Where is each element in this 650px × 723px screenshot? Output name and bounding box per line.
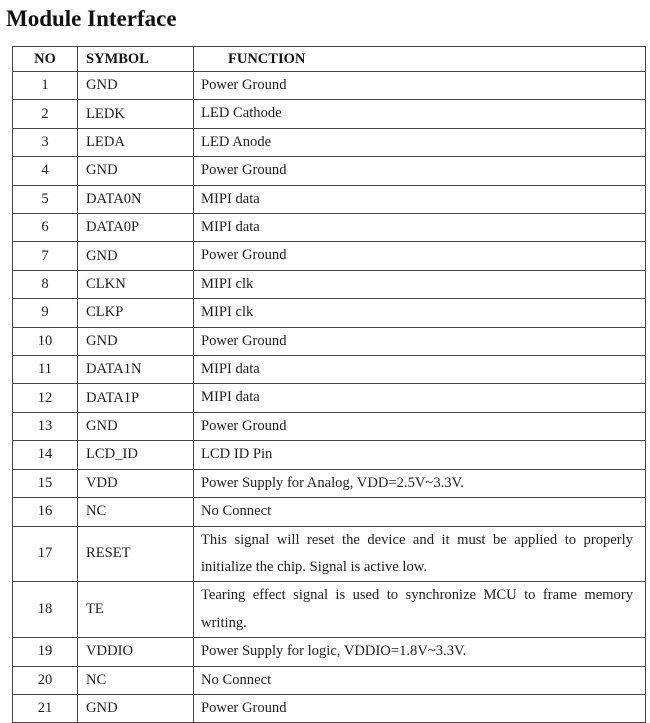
col-header-symbol: SYMBOL bbox=[78, 47, 194, 72]
cell-no: 19 bbox=[13, 638, 78, 666]
cell-function: This signal will reset the device and it must be applied to properly initialize the chip. Signal is active low. bbox=[194, 526, 646, 582]
table-row bbox=[13, 72, 646, 100]
cell-symbol: GND bbox=[78, 327, 194, 355]
cell-symbol: NC bbox=[78, 666, 194, 694]
cell-no: 10 bbox=[13, 327, 78, 355]
cell-no: 14 bbox=[13, 441, 78, 469]
cell-function: Power Ground bbox=[194, 72, 646, 100]
cell-symbol: TE bbox=[78, 582, 194, 638]
cell-function: Power Ground bbox=[194, 694, 646, 722]
cell-function: Power Ground bbox=[194, 327, 646, 355]
header-row bbox=[13, 47, 646, 72]
cell-symbol: GND bbox=[78, 694, 194, 722]
cell-symbol: VDD bbox=[78, 469, 194, 497]
cell-no: 16 bbox=[13, 498, 78, 526]
cell-symbol: LEDA bbox=[78, 128, 194, 156]
module-interface-table bbox=[12, 46, 646, 723]
cell-symbol: NC bbox=[78, 498, 194, 526]
cell-no: 15 bbox=[13, 469, 78, 497]
cell-no: 6 bbox=[13, 214, 78, 242]
table-row bbox=[13, 666, 646, 694]
table-row bbox=[13, 412, 646, 440]
cell-function: MIPI clk bbox=[194, 270, 646, 298]
cell-symbol: DATA0N bbox=[78, 185, 194, 213]
cell-no: 9 bbox=[13, 299, 78, 327]
table-row bbox=[13, 441, 646, 469]
cell-no: 3 bbox=[13, 128, 78, 156]
cell-no: 21 bbox=[13, 694, 78, 722]
table-row bbox=[13, 128, 646, 156]
cell-function: MIPI data bbox=[194, 214, 646, 242]
cell-symbol: GND bbox=[78, 242, 194, 270]
table-row bbox=[13, 157, 646, 185]
cell-symbol: GND bbox=[78, 72, 194, 100]
cell-no: 2 bbox=[13, 100, 78, 128]
col-header-function: FUNCTION bbox=[194, 47, 646, 72]
cell-symbol: DATA0P bbox=[78, 214, 194, 242]
cell-function: Power Supply for Analog, VDD=2.5V~3.3V. bbox=[194, 469, 646, 497]
cell-no: 5 bbox=[13, 185, 78, 213]
cell-function: LED Anode bbox=[194, 128, 646, 156]
table-row bbox=[13, 327, 646, 355]
cell-function: MIPI data bbox=[194, 356, 646, 384]
cell-function: No Connect bbox=[194, 498, 646, 526]
cell-function: No Connect bbox=[194, 666, 646, 694]
table-body bbox=[13, 72, 646, 723]
cell-function: Power Ground bbox=[194, 412, 646, 440]
cell-no: 8 bbox=[13, 270, 78, 298]
cell-function: MIPI data bbox=[194, 185, 646, 213]
cell-function: Power Ground bbox=[194, 157, 646, 185]
cell-symbol: CLKN bbox=[78, 270, 194, 298]
col-header-no: NO bbox=[13, 47, 78, 72]
cell-function: MIPI data bbox=[194, 384, 646, 412]
cell-function: Tearing effect signal is used to synchronize MCU to frame memory writing. bbox=[194, 582, 646, 638]
cell-symbol: LEDK bbox=[78, 100, 194, 128]
table-row bbox=[13, 469, 646, 497]
cell-function: LED Cathode bbox=[194, 100, 646, 128]
cell-symbol: DATA1N bbox=[78, 356, 194, 384]
cell-symbol: CLKP bbox=[78, 299, 194, 327]
cell-function: LCD ID Pin bbox=[194, 441, 646, 469]
cell-no: 20 bbox=[13, 666, 78, 694]
table-row bbox=[13, 694, 646, 722]
cell-no: 11 bbox=[13, 356, 78, 384]
cell-symbol: RESET bbox=[78, 526, 194, 582]
cell-no: 4 bbox=[13, 157, 78, 185]
cell-function: Power Supply for logic, VDDIO=1.8V~3.3V. bbox=[194, 638, 646, 666]
cell-symbol: DATA1P bbox=[78, 384, 194, 412]
table-row bbox=[13, 526, 646, 582]
cell-no: 17 bbox=[13, 526, 78, 582]
cell-no: 13 bbox=[13, 412, 78, 440]
cell-symbol: LCD_ID bbox=[78, 441, 194, 469]
table-row bbox=[13, 638, 646, 666]
cell-no: 1 bbox=[13, 72, 78, 100]
cell-no: 12 bbox=[13, 384, 78, 412]
cell-symbol: GND bbox=[78, 157, 194, 185]
table-row bbox=[13, 185, 646, 213]
table-header bbox=[13, 47, 646, 72]
cell-function: MIPI clk bbox=[194, 299, 646, 327]
cell-symbol: VDDIO bbox=[78, 638, 194, 666]
table-row bbox=[13, 498, 646, 526]
table-row bbox=[13, 100, 646, 128]
table-row bbox=[13, 299, 646, 327]
table-row bbox=[13, 214, 646, 242]
cell-no: 7 bbox=[13, 242, 78, 270]
cell-symbol: GND bbox=[78, 412, 194, 440]
table-row bbox=[13, 384, 646, 412]
table-row bbox=[13, 242, 646, 270]
table-row bbox=[13, 582, 646, 638]
cell-no: 18 bbox=[13, 582, 78, 638]
cell-function: Power Ground bbox=[194, 242, 646, 270]
table-row bbox=[13, 356, 646, 384]
page-title: Module Interface bbox=[6, 6, 177, 31]
table-row bbox=[13, 270, 646, 298]
